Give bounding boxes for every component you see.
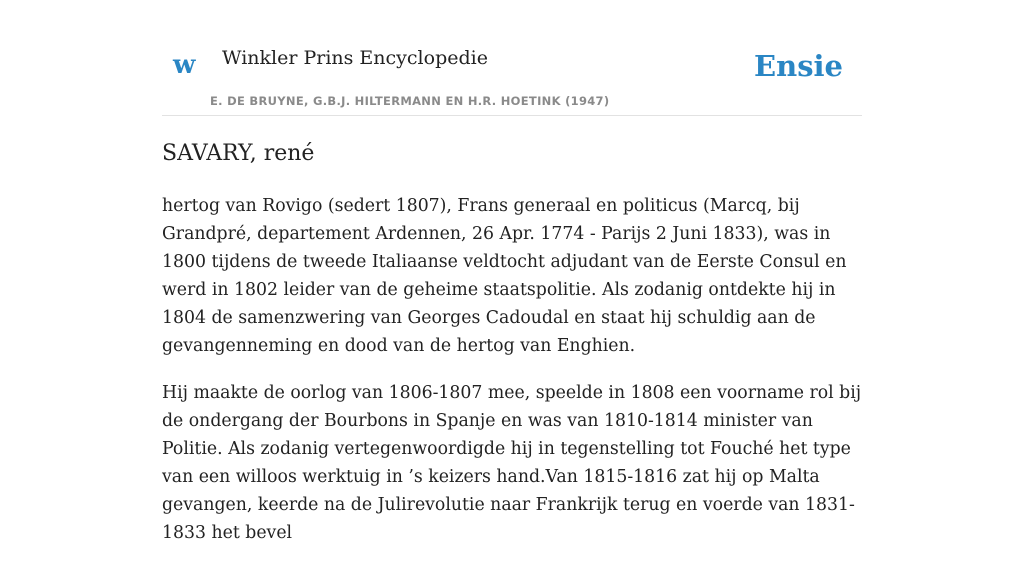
publication-header — [162, 0, 862, 116]
entry-title: SAVARY, rené — [162, 141, 315, 166]
entry-paragraph-1: hertog van Rovigo (sedert 1807), Frans generaal en politicus (Marcq, bij Grandpré, departement Ardennen, 26 Apr. 1774 - Parijs 2 Juni 1833), was in 1800 tijdens de tweede Italiaanse veldtocht adjudant van de Eerste Consul en werd in 1802 leider van de geheime staatspolitie. Als zodanig ontdekte hij in 1804 de samenzwering van Georges Cadoudal en staat hij schuldig aan de gevangenneming en dood van de hertog van Enghien. — [162, 196, 847, 356]
publication-authors: E. DE BRUYNE, G.B.J. HILTERMANN EN H.R. HOETINK (1947) — [210, 94, 610, 108]
entry-paragraph-2: Hij maakte de oorlog van 1806-1807 mee, speelde in 1808 een voorname rol bij de ondergang der Bourbons in Spanje en was van 1810-1814 minister van Politie. Als zodanig vertegenwoordigde hij in tegenstelling tot Fouché het type van een willoos werktuig in ’s keizers hand.Van 1815-1816 zat hij op Malta gevangen, keerde na de Julirevolutie naar Frankrijk terug en voerde van 1831-1833 het bevel — [162, 383, 862, 543]
entry-body — [162, 192, 862, 566]
ensie-brand-link[interactable]: Ensie — [754, 49, 843, 83]
content-container — [162, 0, 862, 543]
publication-logo[interactable]: w — [173, 50, 196, 80]
publication-title: Winkler Prins Encyclopedie — [222, 47, 488, 69]
